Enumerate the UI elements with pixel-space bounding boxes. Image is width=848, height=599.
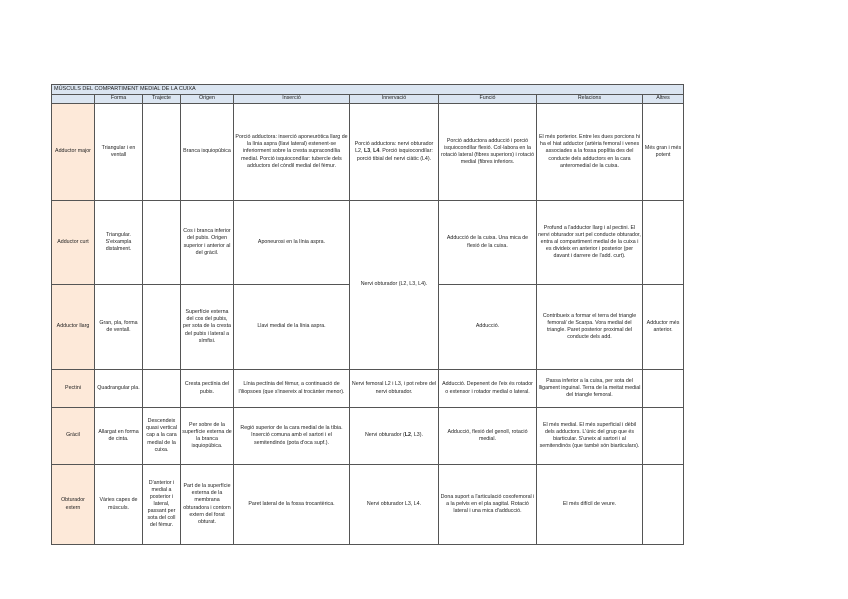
muscle-name: Pectini (52, 370, 95, 408)
cell-trajecte (143, 104, 181, 201)
cell-insercio: Aponeurosi en la línia aspra. (234, 201, 350, 285)
muscle-name: Adductor major (52, 104, 95, 201)
cell-innervacio: Nervi obturador L3, L4. (350, 465, 439, 545)
header-origen: Origen (181, 95, 234, 104)
cell-altres (643, 201, 684, 285)
muscle-name: Gràcil (52, 408, 95, 465)
cell-funcio: Adducció. (439, 285, 537, 370)
cell-innervacio-shared: Nervi obturador (L2, L3, L4). (350, 201, 439, 370)
cell-innervacio: Porció adductora: nervi obturador L2, L3, L4. Porció isquiocondílar: porció tibial del nervi ciàtic (L4). (350, 104, 439, 201)
cell-funcio: Adducció. Depenent de l'eix és rotador o extensor i rotador medial o lateral. (439, 370, 537, 408)
cell-trajecte: D'anterior i medial a posterior i lateral, passant per sota del coll del fèmur. (143, 465, 181, 545)
cell-trajecte (143, 201, 181, 285)
cell-relacions: Contribueix a formar el terra del triangle femoral/ de Scarpa. Vora medial del triangle. Paret posterior proximal del conducte dels add. (537, 285, 643, 370)
cell-funcio: Adducció de la cuixa. Una mica de flexió de la cuixa. (439, 201, 537, 285)
cell-altres (643, 370, 684, 408)
cell-relacions: Profund a l'adductor llarg i al pectini. El nervi obturador surt pel conducte obturador, entra al compartiment medial de la cuixa i es divideix en anterior i posterior (per davant i darrere de l'add. curt). (537, 201, 643, 285)
table-row (52, 465, 684, 545)
cell-altres: Més gran i més potent (643, 104, 684, 201)
cell-relacions: El més difícil de veure. (537, 465, 643, 545)
table-row (52, 408, 684, 465)
muscle-name: Obturador extern (52, 465, 95, 545)
cell-altres (643, 465, 684, 545)
header-insercio: Inserció (234, 95, 350, 104)
cell-trajecte (143, 285, 181, 370)
header-altres: Altres (643, 95, 684, 104)
cell-relacions: Passa inferior a la cuixa, per sota del lligament inguinal. Terra de la meitat medial del triangle femoral. (537, 370, 643, 408)
cell-insercio: Línia pectínia del fèmur, a continuació de l'iliopsoes (que s'insereix al trocànter menor). (234, 370, 350, 408)
table-title: MÚSCULS DEL COMPARTIMENT MEDIAL DE LA CUIXA (52, 85, 684, 95)
cell-forma: Quadrangular pla. (95, 370, 143, 408)
muscle-table (51, 84, 684, 545)
header-empty (52, 95, 95, 104)
cell-funcio: Porció adductora adducció i porció isquiocondílar flexió. Col·labora en la rotació lateral (fibres superiors) i rotació medial (fibres inferiors. (439, 104, 537, 201)
cell-origen: Per sobre de la superfície externa de la branca isquiopúbica. (181, 408, 234, 465)
cell-trajecte (143, 370, 181, 408)
cell-relacions: El més medial. El més superficial i dèbil dels adductors. L'únic del grup que és biarticular. S'uneix al sartori i al semitendinós (que també són biarticulars). (537, 408, 643, 465)
header-trajecte: Trajecte (143, 95, 181, 104)
cell-forma: Allargat en forma de cinta. (95, 408, 143, 465)
cell-forma: Gran, pla, forma de ventall. (95, 285, 143, 370)
cell-funcio: Adducció, flexió del genoll, rotació medial. (439, 408, 537, 465)
cell-forma: Triangular. S'eixampla distalment. (95, 201, 143, 285)
cell-origen: Cresta pectínia del pubis. (181, 370, 234, 408)
cell-altres: Adductor més anterior. (643, 285, 684, 370)
cell-insercio: Porció adductora: inserció aponeuròtica llarg de la línia aspra (llavi lateral) estenent-se inferiorment sobre la cresta supracondília medial. Porció isquiocondílar: tubercle dels adductors del còndil medial del fèmur. (234, 104, 350, 201)
cell-origen: Part de la superfície externa de la membrana obturadora i contorn extern del forat obturat. (181, 465, 234, 545)
cell-funcio: Dona suport a l'articulació coxofemoral i a la pelvis en el pla sagital. Rotació lateral i una mica d'adducció. (439, 465, 537, 545)
header-relacions: Relacions (537, 95, 643, 104)
muscle-name: Adductor curt (52, 201, 95, 285)
cell-altres (643, 408, 684, 465)
cell-innervacio: Nervi femoral L2 i L3, i pot rebre del nervi obturador. (350, 370, 439, 408)
header-funcio: Funció (439, 95, 537, 104)
muscle-name: Adductor llarg (52, 285, 95, 370)
header-forma: Forma (95, 95, 143, 104)
cell-insercio: Llavi medial de la línia aspra. (234, 285, 350, 370)
table-row (52, 201, 684, 285)
header-innervacio: Innervació (350, 95, 439, 104)
cell-forma: Triangular i en ventall (95, 104, 143, 201)
header-row (52, 95, 684, 104)
cell-origen: Superfície externa del cos del pubis, per sota de la cresta del pubis i lateral a símfisi. (181, 285, 234, 370)
cell-insercio: Regió superior de la cara medial de la tíbia. Inserció comuna amb el sartori i el semitendinós (pota d'oca supf.). (234, 408, 350, 465)
cell-innervacio: Nervi obturador (L2, L3). (350, 408, 439, 465)
cell-trajecte: Descendeix quasi vertical cap a la cara medial de la cuixa. (143, 408, 181, 465)
table-row (52, 104, 684, 201)
cell-insercio: Paret lateral de la fossa trocantèrica. (234, 465, 350, 545)
cell-origen: Cos i branca inferior del pubis. Origen superior i anterior al del gràcil. (181, 201, 234, 285)
cell-forma: Vàries capes de músculs. (95, 465, 143, 545)
cell-origen: Branca isquiopúbica (181, 104, 234, 201)
cell-relacions: El més porterior. Entre les dues porcions hi ha el hiat adductor (artèria femoral i venes associades a la fossa poplítia des del conducte dels adductors en la cara anteromedial de la cuixa. (537, 104, 643, 201)
table-row (52, 370, 684, 408)
